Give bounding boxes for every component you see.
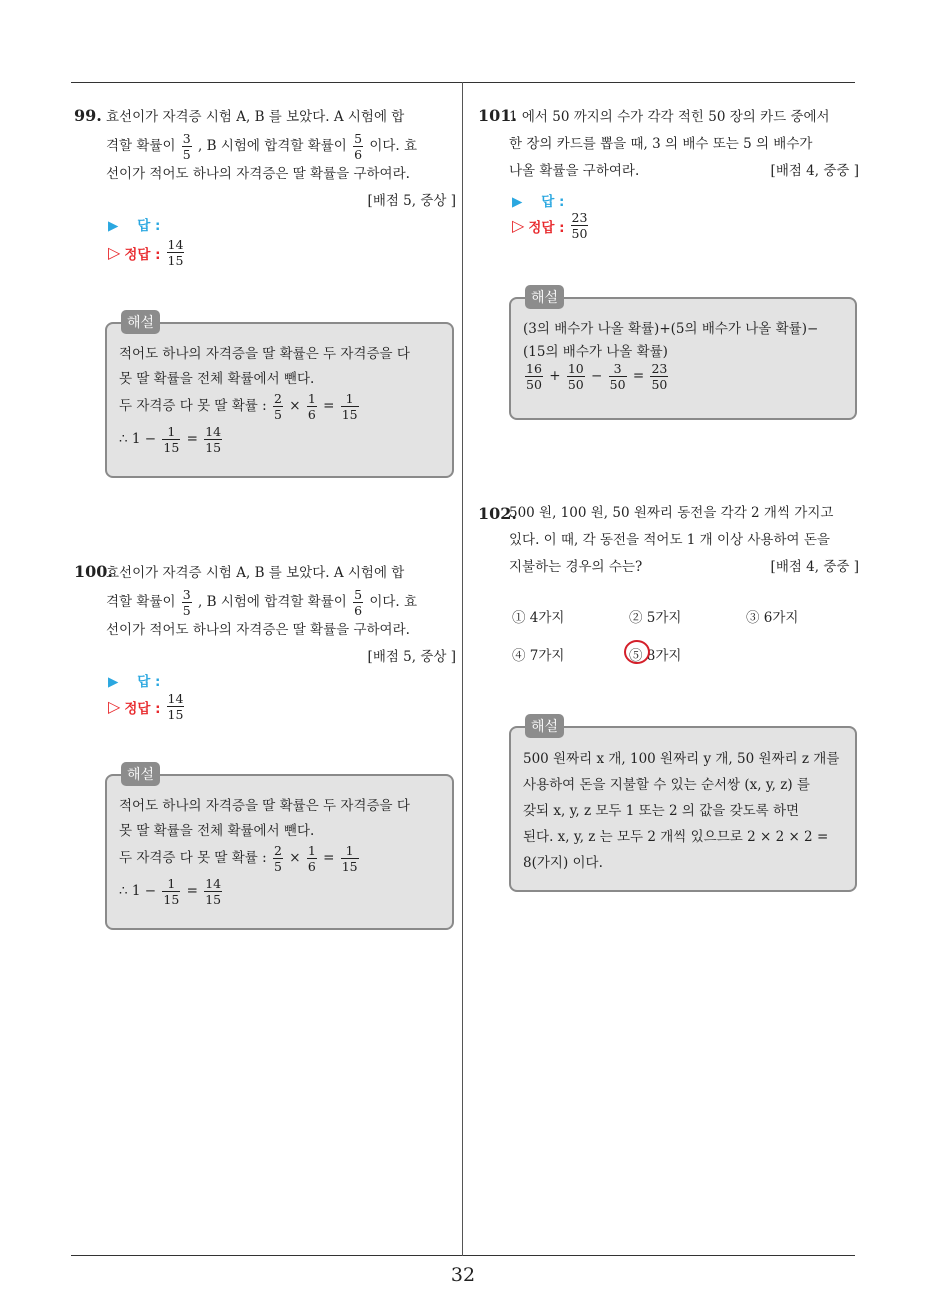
denominator: 6 [354, 147, 363, 162]
fraction [162, 877, 180, 906]
explanation-line: 두 자격증 다 못 딸 확률 : $\frac{2}{5}$ × $\frac{1}{6}$ = $\frac{1}{15}$ [119, 391, 358, 422]
explanation-line: 갖되 x, y, z 모두 1 또는 2 의 값을 갖도록 하면 [523, 803, 800, 819]
explanation-line: (3의 배수가 나올 확률)+(5의 배수가 나올 확률)− [523, 321, 819, 337]
answer-line-100 [108, 670, 160, 690]
answer-fraction [167, 692, 185, 721]
explanation-tag: 해설 [525, 714, 564, 738]
choice-2[interactable]: ② 5가지 [629, 610, 682, 626]
fraction [353, 588, 363, 617]
q101-line3 [509, 158, 859, 185]
play-icon: ▶ [108, 218, 119, 234]
numerator: 1 [345, 391, 354, 406]
choice-5[interactable]: ⑤ 8가지 [629, 648, 682, 664]
choice-1[interactable]: ① 4가지 [512, 610, 565, 626]
explanation-body [523, 317, 853, 391]
explanation-text: ∴ 1 − [119, 883, 157, 899]
choice-list [512, 606, 852, 666]
q99-line2c: 이다. 효 [369, 138, 418, 154]
numerator: 3 [613, 361, 622, 376]
numerator: 14 [167, 691, 184, 706]
denominator: 15 [341, 859, 358, 874]
denominator: 6 [354, 603, 363, 618]
q99-line2b: , B 시험에 합격할 확률이 [198, 138, 347, 154]
q100-score: [배점 5, 중상 ] [367, 649, 456, 665]
q101-line2: 한 장의 카드를 뽑을 때, 3 의 배수 또는 5 의 배수가 [509, 136, 813, 152]
numerator: 1 [167, 876, 176, 891]
explanation-line: 된다. x, y, z 는 모두 2 개씩 있으므로 2 × 2 × 2 = [523, 829, 829, 845]
q101-line3-text: 나올 확률을 구하여라. [509, 163, 640, 179]
q100-line1: 효선이가 자격증 시험 A, B 를 보았다. A 시험에 합 [106, 565, 405, 581]
denominator: 50 [609, 377, 626, 392]
correct-answer-99 [108, 238, 186, 267]
play-icon: ▶ [512, 194, 523, 210]
explanation-text: 두 자격증 다 못 딸 확률 : [119, 398, 267, 414]
numerator: 1 [307, 843, 316, 858]
correct-label: 정답 : [124, 246, 161, 263]
numerator: 3 [182, 131, 191, 146]
explanation-text: 두 자격증 다 못 딸 확률 : [119, 850, 267, 866]
question-number-99: 99. [74, 106, 102, 125]
denominator: 6 [307, 859, 316, 874]
answer-label: 답 : [137, 674, 161, 690]
q102-line2: 있다. 이 때, 각 동전을 적어도 1 개 이상 사용하여 돈을 [509, 532, 830, 548]
explanation-line: $\frac{16}{50}$ + $\frac{10}{50}$ − $\frac{3}{50}$ = $\frac{23}{50}$ [526, 361, 668, 392]
numerator: 5 [354, 587, 363, 602]
q100-line2c: 이다. 효 [369, 594, 418, 610]
fraction [353, 132, 363, 161]
fraction [341, 844, 359, 873]
q99-line2a: 격할 확률이 [106, 138, 176, 154]
numerator: 5 [354, 131, 363, 146]
denominator: 15 [163, 892, 180, 907]
explanation-line: 적어도 하나의 자격증을 딸 확률은 두 자격증을 다 [119, 346, 410, 362]
bottom-rule [71, 1255, 855, 1256]
answer-line-99 [108, 214, 160, 234]
q99-line2 [106, 131, 456, 161]
numerator: 2 [273, 843, 282, 858]
explanation-line: 8(가지) 이다. [523, 855, 603, 871]
fraction [273, 844, 283, 873]
explanation-box-101 [509, 297, 857, 420]
explanation-body [119, 342, 449, 454]
fraction [307, 844, 317, 873]
fraction [162, 425, 180, 454]
numerator: 1 [307, 391, 316, 406]
explanation-tag: 해설 [525, 285, 564, 309]
fraction [182, 132, 192, 161]
explanation-line: 500 원짜리 x 개, 100 원짜리 y 개, 50 원짜리 z 개를 [523, 751, 840, 767]
answer-fraction [167, 238, 185, 267]
question-102-text [509, 500, 859, 581]
page-number: 32 [450, 1264, 476, 1286]
explanation-box-100 [105, 774, 454, 930]
explanation-box-99 [105, 322, 454, 478]
explanation-line: 적어도 하나의 자격증을 딸 확률은 두 자격증을 다 [119, 798, 410, 814]
numerator: 23 [651, 361, 668, 376]
q102-line1: 500 원, 100 원, 50 원짜리 동전을 각각 2 개씩 가지고 [509, 505, 834, 521]
explanation-tag: 해설 [121, 310, 160, 334]
numerator: 10 [567, 361, 584, 376]
denominator: 15 [163, 440, 180, 455]
fraction [182, 588, 192, 617]
denominator: 50 [526, 377, 542, 392]
question-number-101: 101. [478, 106, 517, 125]
denominator: 5 [182, 147, 191, 162]
numerator: 1 [167, 424, 176, 439]
fraction [650, 362, 668, 391]
correct-label: 정답 : [124, 700, 161, 717]
q100-line2a: 격할 확률이 [106, 594, 176, 610]
denominator: 5 [273, 407, 282, 422]
triangle-outline-icon: ▷ [108, 243, 121, 262]
explanation-line: 못 딸 확률을 전체 확률에서 뺀다. [119, 371, 315, 387]
denominator: 15 [167, 707, 184, 722]
numerator: 1 [345, 843, 354, 858]
denominator: 15 [167, 253, 184, 268]
explanation-line: 사용하여 돈을 지불할 수 있는 순서쌍 (x, y, z) 를 [523, 777, 810, 793]
explanation-body [523, 746, 853, 876]
denominator: 50 [567, 377, 584, 392]
fraction [204, 425, 222, 454]
question-number-102: 102. [478, 504, 517, 523]
denominator: 50 [651, 377, 668, 392]
answer-line-101 [512, 190, 564, 210]
answer-label: 답 : [137, 218, 161, 234]
correct-answer-101 [512, 211, 590, 240]
explanation-line: 두 자격증 다 못 딸 확률 : $\frac{2}{5}$ × $\frac{1}{6}$ = $\frac{1}{15}$ [119, 843, 358, 874]
numerator: 14 [205, 876, 222, 891]
top-rule [71, 82, 855, 83]
numerator: 23 [571, 210, 588, 225]
question-99-text [106, 104, 456, 215]
correct-label: 정답 : [528, 219, 565, 236]
question-number-100: 100. [74, 562, 113, 581]
explanation-text: ∴ 1 − [119, 431, 157, 447]
numerator: 2 [273, 391, 282, 406]
explanation-box-102 [509, 726, 857, 892]
numerator: 3 [182, 587, 191, 602]
answer-fraction [571, 211, 589, 240]
q101-line1: 1 에서 50 까지의 수가 각각 적힌 50 장의 카드 중에서 [509, 109, 830, 125]
numerator: 14 [167, 237, 184, 252]
fraction [341, 392, 359, 421]
q102-score: [배점 4, 중중 ] [770, 559, 859, 575]
q100-line3: 선이가 적어도 하나의 자격증은 딸 확률을 구하여라. [106, 622, 410, 638]
question-101-text [509, 104, 859, 185]
explanation-line: ∴ 1 − $\frac{1}{15}$ = $\frac{14}{15}$ [119, 876, 222, 907]
column-divider [462, 82, 463, 1256]
correct-answer-100 [108, 692, 186, 721]
question-100-text [106, 560, 456, 671]
triangle-outline-icon: ▷ [512, 216, 525, 235]
explanation-line: 못 딸 확률을 전체 확률에서 뺀다. [119, 823, 315, 839]
q99-line1: 효선이가 자격증 시험 A, B 를 보았다. A 시험에 합 [106, 109, 405, 125]
denominator: 15 [205, 440, 222, 455]
denominator: 15 [205, 892, 222, 907]
choice-4[interactable]: ④ 7가지 [512, 648, 565, 664]
explanation-body [119, 794, 449, 906]
answer-label: 답 : [541, 194, 565, 210]
denominator: 5 [273, 859, 282, 874]
fraction [204, 877, 222, 906]
denominator: 15 [341, 407, 358, 422]
q99-line3: 선이가 적어도 하나의 자격증은 딸 확률을 구하여라. [106, 166, 410, 182]
fraction [567, 362, 585, 391]
fraction [525, 362, 543, 391]
q99-score: [배점 5, 중상 ] [367, 193, 456, 209]
fraction [273, 392, 283, 421]
q101-score: [배점 4, 중중 ] [770, 163, 859, 179]
numerator: 16 [526, 361, 542, 376]
play-icon: ▶ [108, 674, 119, 690]
q100-line2 [106, 587, 456, 617]
denominator: 50 [571, 226, 588, 241]
explanation-line: (15의 배수가 나올 확률) [523, 344, 668, 360]
explanation-tag: 해설 [121, 762, 160, 786]
numerator: 14 [205, 424, 222, 439]
q102-line3-text: 지불하는 경우의 수는? [509, 559, 643, 575]
selected-circle-mark [624, 640, 650, 664]
q102-line3 [509, 554, 859, 581]
triangle-outline-icon: ▷ [108, 697, 121, 716]
q100-line2b: , B 시험에 합격할 확률이 [198, 594, 347, 610]
fraction [307, 392, 317, 421]
denominator: 6 [307, 407, 316, 422]
denominator: 5 [182, 603, 191, 618]
explanation-line: ∴ 1 − $\frac{1}{15}$ = $\frac{14}{15}$ [119, 424, 222, 455]
fraction [609, 362, 627, 391]
choice-3[interactable]: ③ 6가지 [746, 610, 799, 626]
